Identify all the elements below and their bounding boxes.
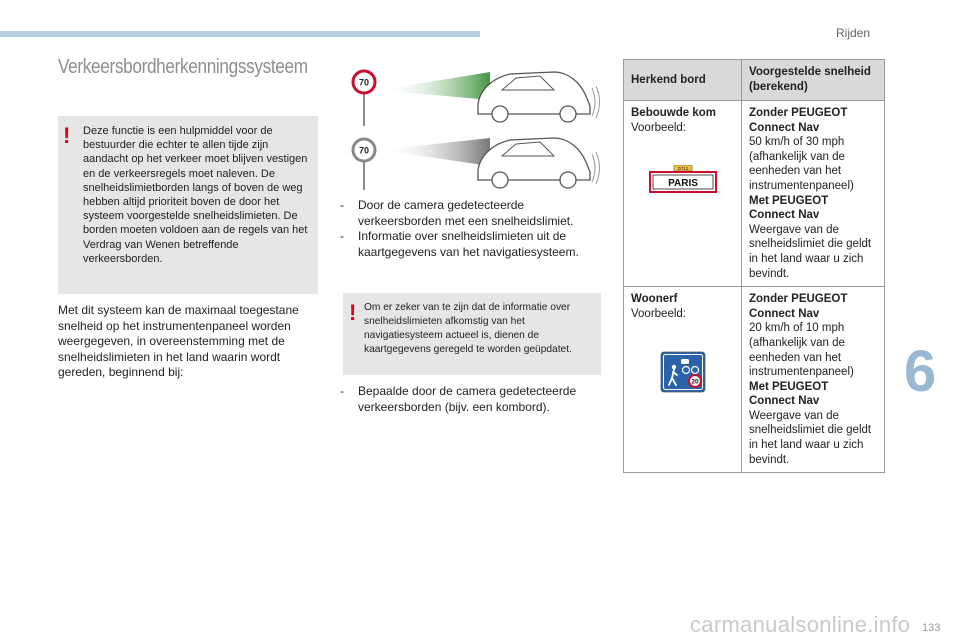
section-title: Rijden	[836, 26, 871, 40]
table-row	[624, 101, 885, 287]
source-list-2	[340, 384, 602, 415]
warning-exclamation-icon: !	[349, 300, 357, 325]
warning-text: Deze functie is een hulpmiddel voor de bestuurder die echter te allen tijde zijn aandacht op het verkeer moet blijven vestigen en de verkeersregels moet naleven. De snelheidslimietborden langs of boven de weg hebben altijd prioriteit boven de door het systeem voorgestelde snelheidslimieten. De borden moeten voldoen aan de regels van het Verdrag van Wenen betreffende verkeersborden.	[83, 125, 308, 265]
column-header: Voorgestelde snelheid (berekend)	[742, 60, 885, 101]
column-header: Herkend bord	[624, 60, 742, 101]
table-cell-sign: Bebouwde kom Voorbeeld: D712 PARIS	[624, 101, 742, 287]
speed-sign-value: 70	[358, 77, 370, 88]
chapter-number: 6	[904, 339, 937, 404]
warning-exclamation-icon: !	[63, 123, 71, 148]
svg-text:D712: D712	[677, 166, 688, 172]
list-item: - Bepaalde door de camera gedetecteerde verkeersborden (bijv. een kombord).	[340, 384, 577, 414]
svg-text:20: 20	[690, 378, 699, 386]
svg-text:PARIS: PARIS	[667, 178, 698, 190]
page-number: 133	[922, 622, 941, 634]
table-row	[624, 287, 885, 473]
list-item: - Door de camera gedetecteerde verkeersborden met een snelheidslimiet.	[340, 198, 574, 228]
intro-paragraph: Met dit systeem kan de maximaal toegestane snelheid op het instrumentenpaneel worden weergegeven, in overeenstemming met de snelheidslimieten in het land waarin wordt gereden, beginnend bij:	[58, 303, 299, 380]
source-list	[340, 198, 602, 260]
table-cell-speed: Zonder PEUGEOT Connect Nav 50 km/h of 30 mph (afhankelijk van de eenheden van het instrumentenpaneel) Met PEUGEOT Connect Nav Weergave van de snelheidslimiet die geldt in het land waar u zich bevindt.	[742, 101, 885, 287]
town-entry-sign-icon	[649, 165, 717, 193]
header-accent-bar	[0, 31, 480, 37]
speed-sign-value: 70	[358, 145, 370, 156]
car-camera-detection-icon	[340, 62, 602, 132]
table-cell-speed: Zonder PEUGEOT Connect Nav 20 km/h of 10 mph (afhankelijk van de eenheden van het instrumentenpaneel) Met PEUGEOT Connect Nav Weergave van de snelheidslimiet die geldt in het land waar u zich bevindt.	[742, 287, 885, 473]
warning-text: Om er zeker van te zijn dat de informatie over snelheidslimieten afkomstig van het navigatiesysteem actueel is, dienen de kaartgegevens geregeld te worden geüpdatet.	[364, 302, 572, 355]
list-item: - Informatie over snelheidslimieten uit de kaartgegevens van het navigatiesysteem.	[340, 229, 579, 259]
sign-speed-table	[623, 59, 885, 473]
residential-zone-sign-icon	[660, 351, 706, 393]
page-title: Verkeersbordherkenningssysteem	[58, 56, 308, 78]
table-cell-sign: Woonerf Voorbeeld: 20	[624, 287, 742, 473]
watermark: carmanualsonline.info	[690, 612, 911, 637]
car-navigation-data-icon	[340, 128, 602, 198]
warning-box-limitations	[58, 116, 318, 294]
warning-box-map-update	[343, 293, 601, 375]
table-header-row	[624, 60, 885, 101]
